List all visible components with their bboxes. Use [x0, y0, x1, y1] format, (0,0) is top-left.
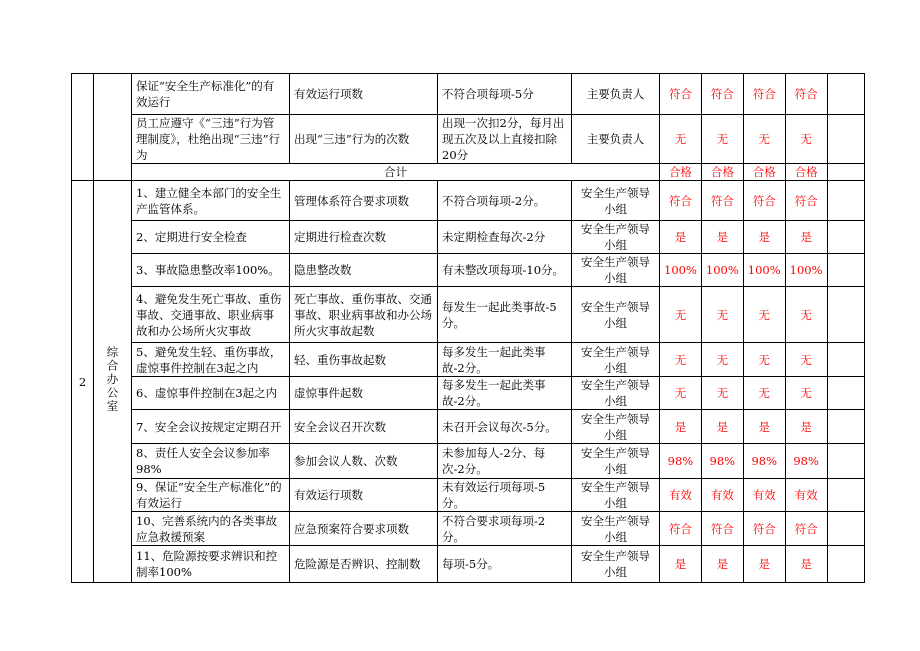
result-cell: 无: [743, 115, 785, 164]
total-row: [72, 164, 865, 181]
result-cell: 100%: [660, 254, 702, 287]
result-cell: 符合: [785, 181, 827, 221]
item-cell: 8、责任人安全会议参加率98%: [132, 444, 290, 479]
standard-cell: 不符合要求项每项-2分。: [438, 512, 572, 546]
standard-cell: 不符合项每项-2分。: [438, 181, 572, 221]
standard-cell: 出现一次扣2分，每月出现五次及以上直接扣除20分: [438, 115, 572, 164]
standard-cell: 不符合项每项-5分: [438, 74, 572, 115]
result-cell: 是: [743, 221, 785, 254]
blank-cell: [827, 254, 864, 287]
indicator-cell: 有效运行项数: [290, 479, 438, 512]
standard-cell: 每多发生一起此类事故-2分。: [438, 377, 572, 410]
result-cell: 符合: [660, 512, 702, 546]
result-cell: 无: [785, 343, 827, 377]
result-cell: 是: [743, 546, 785, 583]
result-cell: 是: [660, 410, 702, 444]
responsible-cell: 安全生产领导小组: [572, 546, 660, 583]
result-cell: 符合: [785, 512, 827, 546]
blank-cell: [827, 410, 864, 444]
result-cell: 是: [743, 410, 785, 444]
indicator-cell: 虚惊事件起数: [290, 377, 438, 410]
blank-cell: [827, 164, 864, 181]
result-cell: 符合: [785, 74, 827, 115]
total-result-cell: 合格: [785, 164, 827, 181]
result-cell: 有效: [660, 479, 702, 512]
standard-cell: 每发生一起此类事故-5分。: [438, 287, 572, 343]
result-cell: 是: [701, 410, 743, 444]
table-row: [72, 512, 865, 546]
result-cell: 98%: [785, 444, 827, 479]
result-cell: 无: [660, 343, 702, 377]
result-cell: 是: [660, 221, 702, 254]
table-row: [72, 115, 865, 164]
table-row: [72, 479, 865, 512]
blank-cell: [827, 74, 864, 115]
result-cell: 是: [785, 546, 827, 583]
result-cell: 无: [743, 377, 785, 410]
responsible-cell: 安全生产领导小组: [572, 377, 660, 410]
seq-cell: [72, 74, 94, 181]
table-row: [72, 74, 865, 115]
result-cell: 无: [701, 377, 743, 410]
item-cell: 员工应遵守《“三违”行为管理制度》，杜绝出现“三违”行为: [132, 115, 290, 164]
result-cell: 符合: [743, 181, 785, 221]
responsible-cell: 安全生产领导小组: [572, 512, 660, 546]
blank-cell: [827, 181, 864, 221]
result-cell: 100%: [743, 254, 785, 287]
standard-cell: 有未整改项每项-10分。: [438, 254, 572, 287]
department-label: 综合办公室: [105, 345, 120, 414]
standard-cell: 未召开会议每次-5分。: [438, 410, 572, 444]
responsible-cell: 主要负责人: [572, 74, 660, 115]
responsible-cell: 安全生产领导小组: [572, 479, 660, 512]
result-cell: 无: [743, 287, 785, 343]
result-cell: 是: [785, 410, 827, 444]
blank-cell: [827, 377, 864, 410]
responsible-cell: 主要负责人: [572, 115, 660, 164]
result-cell: 无: [785, 377, 827, 410]
result-cell: 98%: [701, 444, 743, 479]
standard-cell: 未参加每人-2分、每次-2分。: [438, 444, 572, 479]
result-cell: 有效: [701, 479, 743, 512]
standard-cell: 未有效运行项每项-5分。: [438, 479, 572, 512]
blank-cell: [827, 287, 864, 343]
seq-cell: 2: [72, 181, 94, 583]
indicator-cell: 有效运行项数: [290, 74, 438, 115]
result-cell: 无: [785, 287, 827, 343]
item-cell: 5、避免发生轻、重伤事故，虚惊事件控制在3起之内: [132, 343, 290, 377]
result-cell: 有效: [743, 479, 785, 512]
result-cell: 符合: [701, 181, 743, 221]
result-cell: 无: [701, 115, 743, 164]
result-cell: 符合: [743, 512, 785, 546]
item-cell: 1、建立健全本部门的安全生产监管体系。: [132, 181, 290, 221]
indicator-cell: 应急预案符合要求项数: [290, 512, 438, 546]
blank-cell: [827, 444, 864, 479]
table-row: [72, 546, 865, 583]
item-cell: 3、事故隐患整改率100%。: [132, 254, 290, 287]
section-2-body: [72, 181, 865, 583]
blank-cell: [827, 343, 864, 377]
responsible-cell: 安全生产领导小组: [572, 221, 660, 254]
indicator-cell: 死亡事故、重伤事故、交通事故、职业病事故和办公场所火灾事故起数: [290, 287, 438, 343]
standard-cell: 每多发生一起此类事故-2分。: [438, 343, 572, 377]
table-row: [72, 221, 865, 254]
indicator-cell: 危险源是否辨识、控制数: [290, 546, 438, 583]
blank-cell: [827, 479, 864, 512]
indicator-cell: 出现“三违”行为的次数: [290, 115, 438, 164]
responsible-cell: 安全生产领导小组: [572, 181, 660, 221]
item-cell: 6、虚惊事件控制在3起之内: [132, 377, 290, 410]
result-cell: 无: [785, 115, 827, 164]
indicator-cell: 定期进行检查次数: [290, 221, 438, 254]
table-row: [72, 343, 865, 377]
total-result-cell: 合格: [660, 164, 702, 181]
table-row: [72, 181, 865, 221]
result-cell: 符合: [743, 74, 785, 115]
result-cell: 是: [701, 221, 743, 254]
standard-cell: 未定期检查每次-2分: [438, 221, 572, 254]
result-cell: 无: [660, 377, 702, 410]
result-cell: 100%: [701, 254, 743, 287]
total-result-cell: 合格: [743, 164, 785, 181]
result-cell: 符合: [660, 74, 702, 115]
result-cell: 符合: [701, 74, 743, 115]
responsible-cell: 安全生产领导小组: [572, 444, 660, 479]
result-cell: 有效: [785, 479, 827, 512]
responsible-cell: 安全生产领导小组: [572, 410, 660, 444]
table-row: [72, 444, 865, 479]
indicator-cell: 轻、重伤事故起数: [290, 343, 438, 377]
item-cell: 10、完善系统内的各类事故应急救援预案: [132, 512, 290, 546]
result-cell: 无: [743, 343, 785, 377]
result-cell: 是: [785, 221, 827, 254]
result-cell: 无: [701, 343, 743, 377]
item-cell: 7、安全会议按规定定期召开: [132, 410, 290, 444]
result-cell: 是: [660, 546, 702, 583]
table-row: [72, 377, 865, 410]
section-1-body: [72, 74, 865, 181]
blank-cell: [827, 221, 864, 254]
indicator-cell: 隐患整改数: [290, 254, 438, 287]
responsible-cell: 安全生产领导小组: [572, 287, 660, 343]
result-cell: 是: [701, 546, 743, 583]
standard-cell: 每项-5分。: [438, 546, 572, 583]
department-cell: [94, 181, 132, 583]
total-result-cell: 合格: [701, 164, 743, 181]
blank-cell: [827, 546, 864, 583]
department-cell: [94, 74, 132, 181]
result-cell: 98%: [743, 444, 785, 479]
assessment-table: [71, 73, 865, 583]
total-label: 合计: [132, 164, 660, 181]
table-row: [72, 410, 865, 444]
blank-cell: [827, 512, 864, 546]
item-cell: 保证“安全生产标准化”的有效运行: [132, 74, 290, 115]
item-cell: 11、危险源按要求辨识和控制率100%: [132, 546, 290, 583]
indicator-cell: 管理体系符合要求项数: [290, 181, 438, 221]
item-cell: 4、避免发生死亡事故、重伤事故、交通事故、职业病事故和办公场所火灾事故: [132, 287, 290, 343]
table-row: [72, 254, 865, 287]
indicator-cell: 安全会议召开次数: [290, 410, 438, 444]
result-cell: 符合: [660, 181, 702, 221]
table-row: [72, 287, 865, 343]
indicator-cell: 参加会议人数、次数: [290, 444, 438, 479]
responsible-cell: 安全生产领导小组: [572, 343, 660, 377]
item-cell: 9、保证“安全生产标准化”的有效运行: [132, 479, 290, 512]
result-cell: 无: [701, 287, 743, 343]
item-cell: 2、定期进行安全检查: [132, 221, 290, 254]
result-cell: 98%: [660, 444, 702, 479]
result-cell: 100%: [785, 254, 827, 287]
result-cell: 无: [660, 115, 702, 164]
result-cell: 符合: [701, 512, 743, 546]
blank-cell: [827, 115, 864, 164]
responsible-cell: 安全生产领导小组: [572, 254, 660, 287]
result-cell: 无: [660, 287, 702, 343]
